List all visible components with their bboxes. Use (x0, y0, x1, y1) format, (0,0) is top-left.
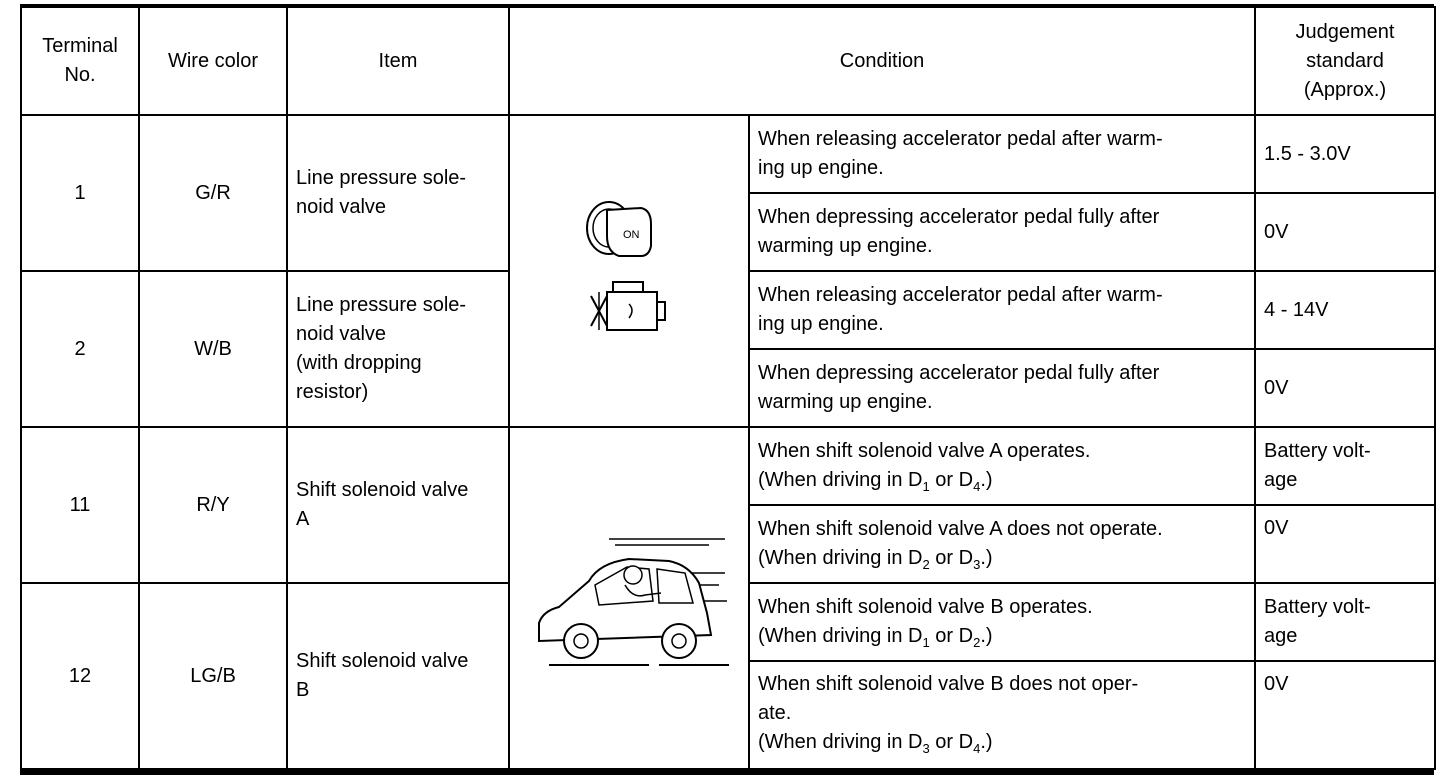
wire-color-1: G/R (139, 115, 287, 271)
table-row (21, 115, 1435, 193)
header-wire-color: Wire color (139, 7, 287, 115)
judgement-2a: 4 - 14V (1255, 271, 1435, 349)
terminal-1: 1 (21, 115, 139, 271)
header-row (21, 7, 1435, 115)
condition-11b: When shift solenoid valve A does not operate. (When driving in $D_2$ or $D_3$.) (749, 505, 1255, 583)
condition-1b: When depressing accelerator pedal fully after warming up engine. (749, 193, 1255, 271)
item-11: Shift solenoid valve A (287, 427, 509, 583)
key-on-label: ON (623, 229, 640, 241)
engine-running-icon (591, 282, 665, 330)
condition-12b: When shift solenoid valve B does not oper- ate. (When driving in $D_3$ or $D_4$.) (749, 661, 1255, 769)
condition-1a: When releasing accelerator pedal after warm- ing up engine. (749, 115, 1255, 193)
table-row (21, 427, 1435, 505)
terminal-11: 11 (21, 427, 139, 583)
terminal-12: 12 (21, 583, 139, 769)
judgement-1b: 0V (1255, 193, 1435, 271)
judgement-12a: Battery volt- age (1255, 583, 1435, 661)
judgement-2b: 0V (1255, 349, 1435, 427)
judgement-11b: 0V (1255, 505, 1435, 583)
item-2: Line pressure sole- noid valve (with dropping resistor) (287, 271, 509, 427)
condition-2b: When depressing accelerator pedal fully after warming up engine. (749, 349, 1255, 427)
condition-12a: When shift solenoid valve B operates. (When driving in $D_1$ or $D_2$.) (749, 583, 1255, 661)
header-item: Item (287, 7, 509, 115)
judgement-11a: Battery volt- age (1255, 427, 1435, 505)
condition-11a: When shift solenoid valve A operates. (When driving in $D_1$ or $D_4$.) (749, 427, 1255, 505)
item-1: Line pressure sole- noid valve (287, 115, 509, 271)
wire-color-11: R/Y (139, 427, 287, 583)
header-judgement: Judgement standard (Approx.) (1255, 7, 1435, 115)
car-driving-icon (529, 523, 729, 673)
item-12: Shift solenoid valve B (287, 583, 509, 769)
terminal-spec-table (20, 6, 1436, 770)
wire-color-2: W/B (139, 271, 287, 427)
car-driving-icon-cell (509, 427, 749, 769)
terminal-spec-table-frame (20, 6, 1434, 774)
ignition-key-on-icon (579, 196, 679, 346)
terminal-2: 2 (21, 271, 139, 427)
condition-2a: When releasing accelerator pedal after warm- ing up engine. (749, 271, 1255, 349)
judgement-12b: 0V (1255, 661, 1435, 769)
ignition-engine-icon-cell (509, 115, 749, 427)
wire-color-12: LG/B (139, 583, 287, 769)
table-bottom-border (20, 770, 1434, 775)
header-condition: Condition (509, 7, 1255, 115)
judgement-1a: 1.5 - 3.0V (1255, 115, 1435, 193)
header-terminal: Terminal No. (21, 7, 139, 115)
